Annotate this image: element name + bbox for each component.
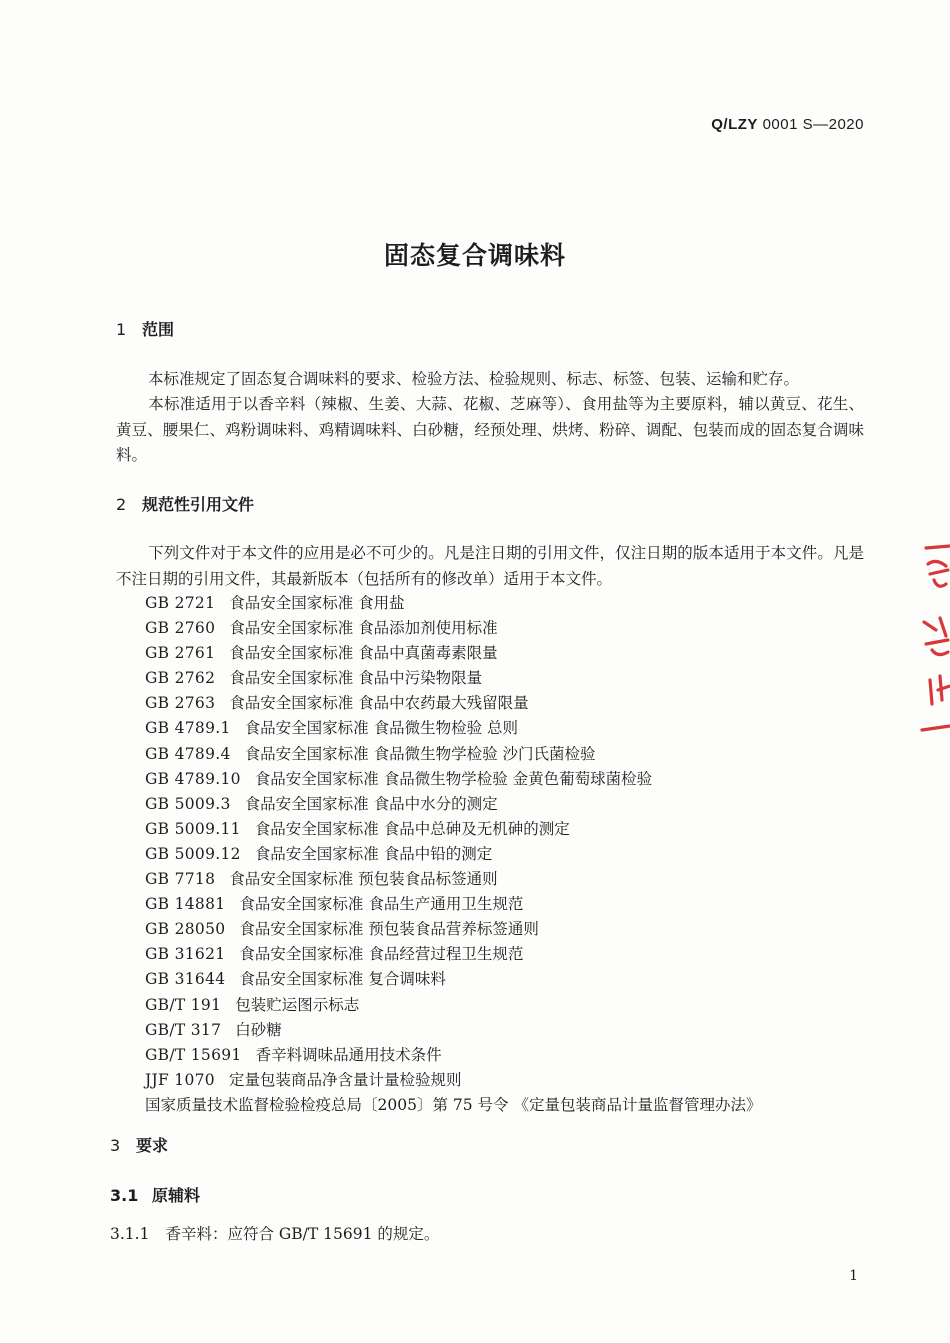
scope-paragraph-1: 本标准规定了固态复合调味料的要求、检验方法、检验规则、标志、标签、包装、运输和贮存。 bbox=[148, 370, 800, 388]
section-number: 3.1 bbox=[110, 1186, 139, 1205]
reference-code: GB 7718 bbox=[145, 870, 216, 889]
reference-item bbox=[145, 767, 865, 792]
reference-code: GB 5009.11 bbox=[145, 819, 241, 838]
reference-item bbox=[145, 691, 865, 716]
reference-item bbox=[145, 942, 865, 967]
reference-title: 食品安全国家标准 食品中水分的测定 bbox=[244, 794, 498, 813]
document-code-number: 0001 S—2020 bbox=[762, 116, 864, 133]
reference-item bbox=[145, 842, 865, 867]
reference-title: 包装贮运图示标志 bbox=[235, 995, 360, 1014]
seal-stamp-fragment bbox=[916, 540, 950, 736]
references-intro: 下列文件对于本文件的应用是必不可少的。凡是注日期的引用文件，仅注日期的版本适用于本文件。凡是不注日期的引用文件，其最新版本（包括所有的修改单）适用于本文件。 bbox=[116, 544, 864, 588]
section-1-heading bbox=[116, 317, 174, 340]
section-title: 规范性引用文件 bbox=[142, 495, 255, 514]
reference-item bbox=[145, 591, 865, 616]
reference-title: 食品安全国家标准 食品中污染物限量 bbox=[229, 669, 483, 688]
reference-title: 食品安全国家标准 食品生产通用卫生规范 bbox=[239, 895, 524, 914]
document-code-prefix: Q/LZY bbox=[711, 116, 758, 133]
reference-code: GB/T 317 bbox=[145, 1020, 222, 1039]
reference-code: JJF 1070 bbox=[145, 1070, 215, 1089]
section-3-1-heading bbox=[110, 1183, 200, 1206]
reference-code: GB/T 15691 bbox=[145, 1045, 242, 1064]
reference-code: GB 4789.1 bbox=[145, 719, 231, 738]
reference-item bbox=[145, 892, 865, 917]
section-number: 2 bbox=[116, 495, 127, 514]
reference-code: GB 14881 bbox=[145, 895, 226, 914]
reference-code: GB 2761 bbox=[145, 644, 216, 663]
reference-title: 食品安全国家标准 食品经营过程卫生规范 bbox=[239, 945, 524, 964]
clause-number: 3.1.1 bbox=[110, 1225, 150, 1243]
reference-title: 食品安全国家标准 食品中农药最大残留限量 bbox=[229, 694, 529, 713]
reference-title: 白砂糖 bbox=[235, 1020, 282, 1039]
reference-code: GB 5009.12 bbox=[145, 844, 241, 863]
document-code bbox=[711, 116, 864, 133]
reference-code: GB 2762 bbox=[145, 669, 216, 688]
reference-code: GB 2721 bbox=[145, 594, 216, 612]
reference-title: 食品安全国家标准 食品微生物检验 总则 bbox=[244, 719, 518, 738]
reference-item bbox=[145, 1093, 865, 1118]
section-title: 原辅料 bbox=[152, 1186, 201, 1205]
scope-paragraph-2: 本标准适用于以香辛料（辣椒、生姜、大蒜、花椒、芝麻等）、食用盐等为主要原料，辅以黄豆、花生、黄豆、腰果仁、鸡粉调味料、鸡精调味料、白砂糖，经预处理、烘烤、粉碎、调配、包装而成的固态复合调味料。 bbox=[116, 395, 864, 464]
reference-title: 食品安全国家标准 食品微生物学检验 金黄色葡萄球菌检验 bbox=[254, 769, 653, 788]
reference-item bbox=[145, 716, 865, 741]
reference-item bbox=[145, 967, 865, 992]
reference-code: GB 4789.10 bbox=[145, 769, 241, 788]
reference-title: 国家质量技术监督检验检疫总局〔2005〕第 75 号令 《定量包装商品计量监督管理办法》 bbox=[145, 1095, 762, 1114]
reference-title: 食品安全国家标准 食品添加剂使用标准 bbox=[229, 619, 498, 638]
reference-title: 香辛料调味品通用技术条件 bbox=[255, 1045, 442, 1064]
reference-code: GB 31644 bbox=[145, 970, 226, 989]
reference-title: 食品安全国家标准 预包装食品标签通则 bbox=[229, 870, 498, 889]
section-number: 1 bbox=[116, 320, 127, 339]
reference-item bbox=[145, 993, 865, 1018]
reference-item bbox=[145, 792, 865, 817]
section-number: 3 bbox=[110, 1136, 121, 1155]
reference-title: 食品安全国家标准 预包装食品营养标签通则 bbox=[239, 920, 539, 939]
reference-code: GB 28050 bbox=[145, 920, 226, 939]
clause-text: 香辛料：应符合 GB/T 15691 的规定。 bbox=[165, 1225, 440, 1243]
section-3-heading bbox=[110, 1133, 168, 1156]
reference-item bbox=[145, 666, 865, 691]
page-number: 1 bbox=[849, 1268, 858, 1284]
reference-item bbox=[145, 1018, 865, 1043]
reference-title: 食品安全国家标准 食品微生物学检验 沙门氏菌检验 bbox=[244, 744, 596, 763]
reference-title: 食品安全国家标准 食品中总砷及无机砷的测定 bbox=[254, 819, 570, 838]
section-title: 要求 bbox=[136, 1136, 169, 1155]
section-2-heading bbox=[116, 492, 254, 515]
reference-title: 定量包装商品净含量计量检验规则 bbox=[228, 1070, 462, 1089]
document-title: 固态复合调味料 bbox=[383, 241, 566, 270]
clause-3-1-1 bbox=[110, 1222, 439, 1244]
reference-item bbox=[145, 917, 865, 942]
reference-code: GB 2760 bbox=[145, 619, 216, 638]
section-title: 范围 bbox=[142, 320, 175, 339]
reference-item bbox=[145, 641, 865, 666]
reference-item bbox=[145, 867, 865, 892]
reference-item bbox=[145, 616, 865, 641]
reference-item bbox=[145, 817, 865, 842]
reference-code: GB 5009.3 bbox=[145, 794, 231, 813]
reference-list bbox=[145, 591, 865, 1118]
reference-title: 食品安全国家标准 食用盐 bbox=[229, 594, 405, 612]
reference-code: GB 31621 bbox=[145, 945, 226, 964]
reference-code: GB 4789.4 bbox=[145, 744, 231, 763]
reference-code: GB 2763 bbox=[145, 694, 216, 713]
reference-item bbox=[145, 1043, 865, 1068]
reference-item bbox=[145, 1068, 865, 1093]
reference-title: 食品安全国家标准 食品中铅的测定 bbox=[254, 844, 493, 863]
reference-title: 食品安全国家标准 复合调味料 bbox=[239, 970, 446, 989]
reference-title: 食品安全国家标准 食品中真菌毒素限量 bbox=[229, 644, 498, 663]
reference-code: GB/T 191 bbox=[145, 995, 222, 1014]
reference-item bbox=[145, 742, 865, 767]
